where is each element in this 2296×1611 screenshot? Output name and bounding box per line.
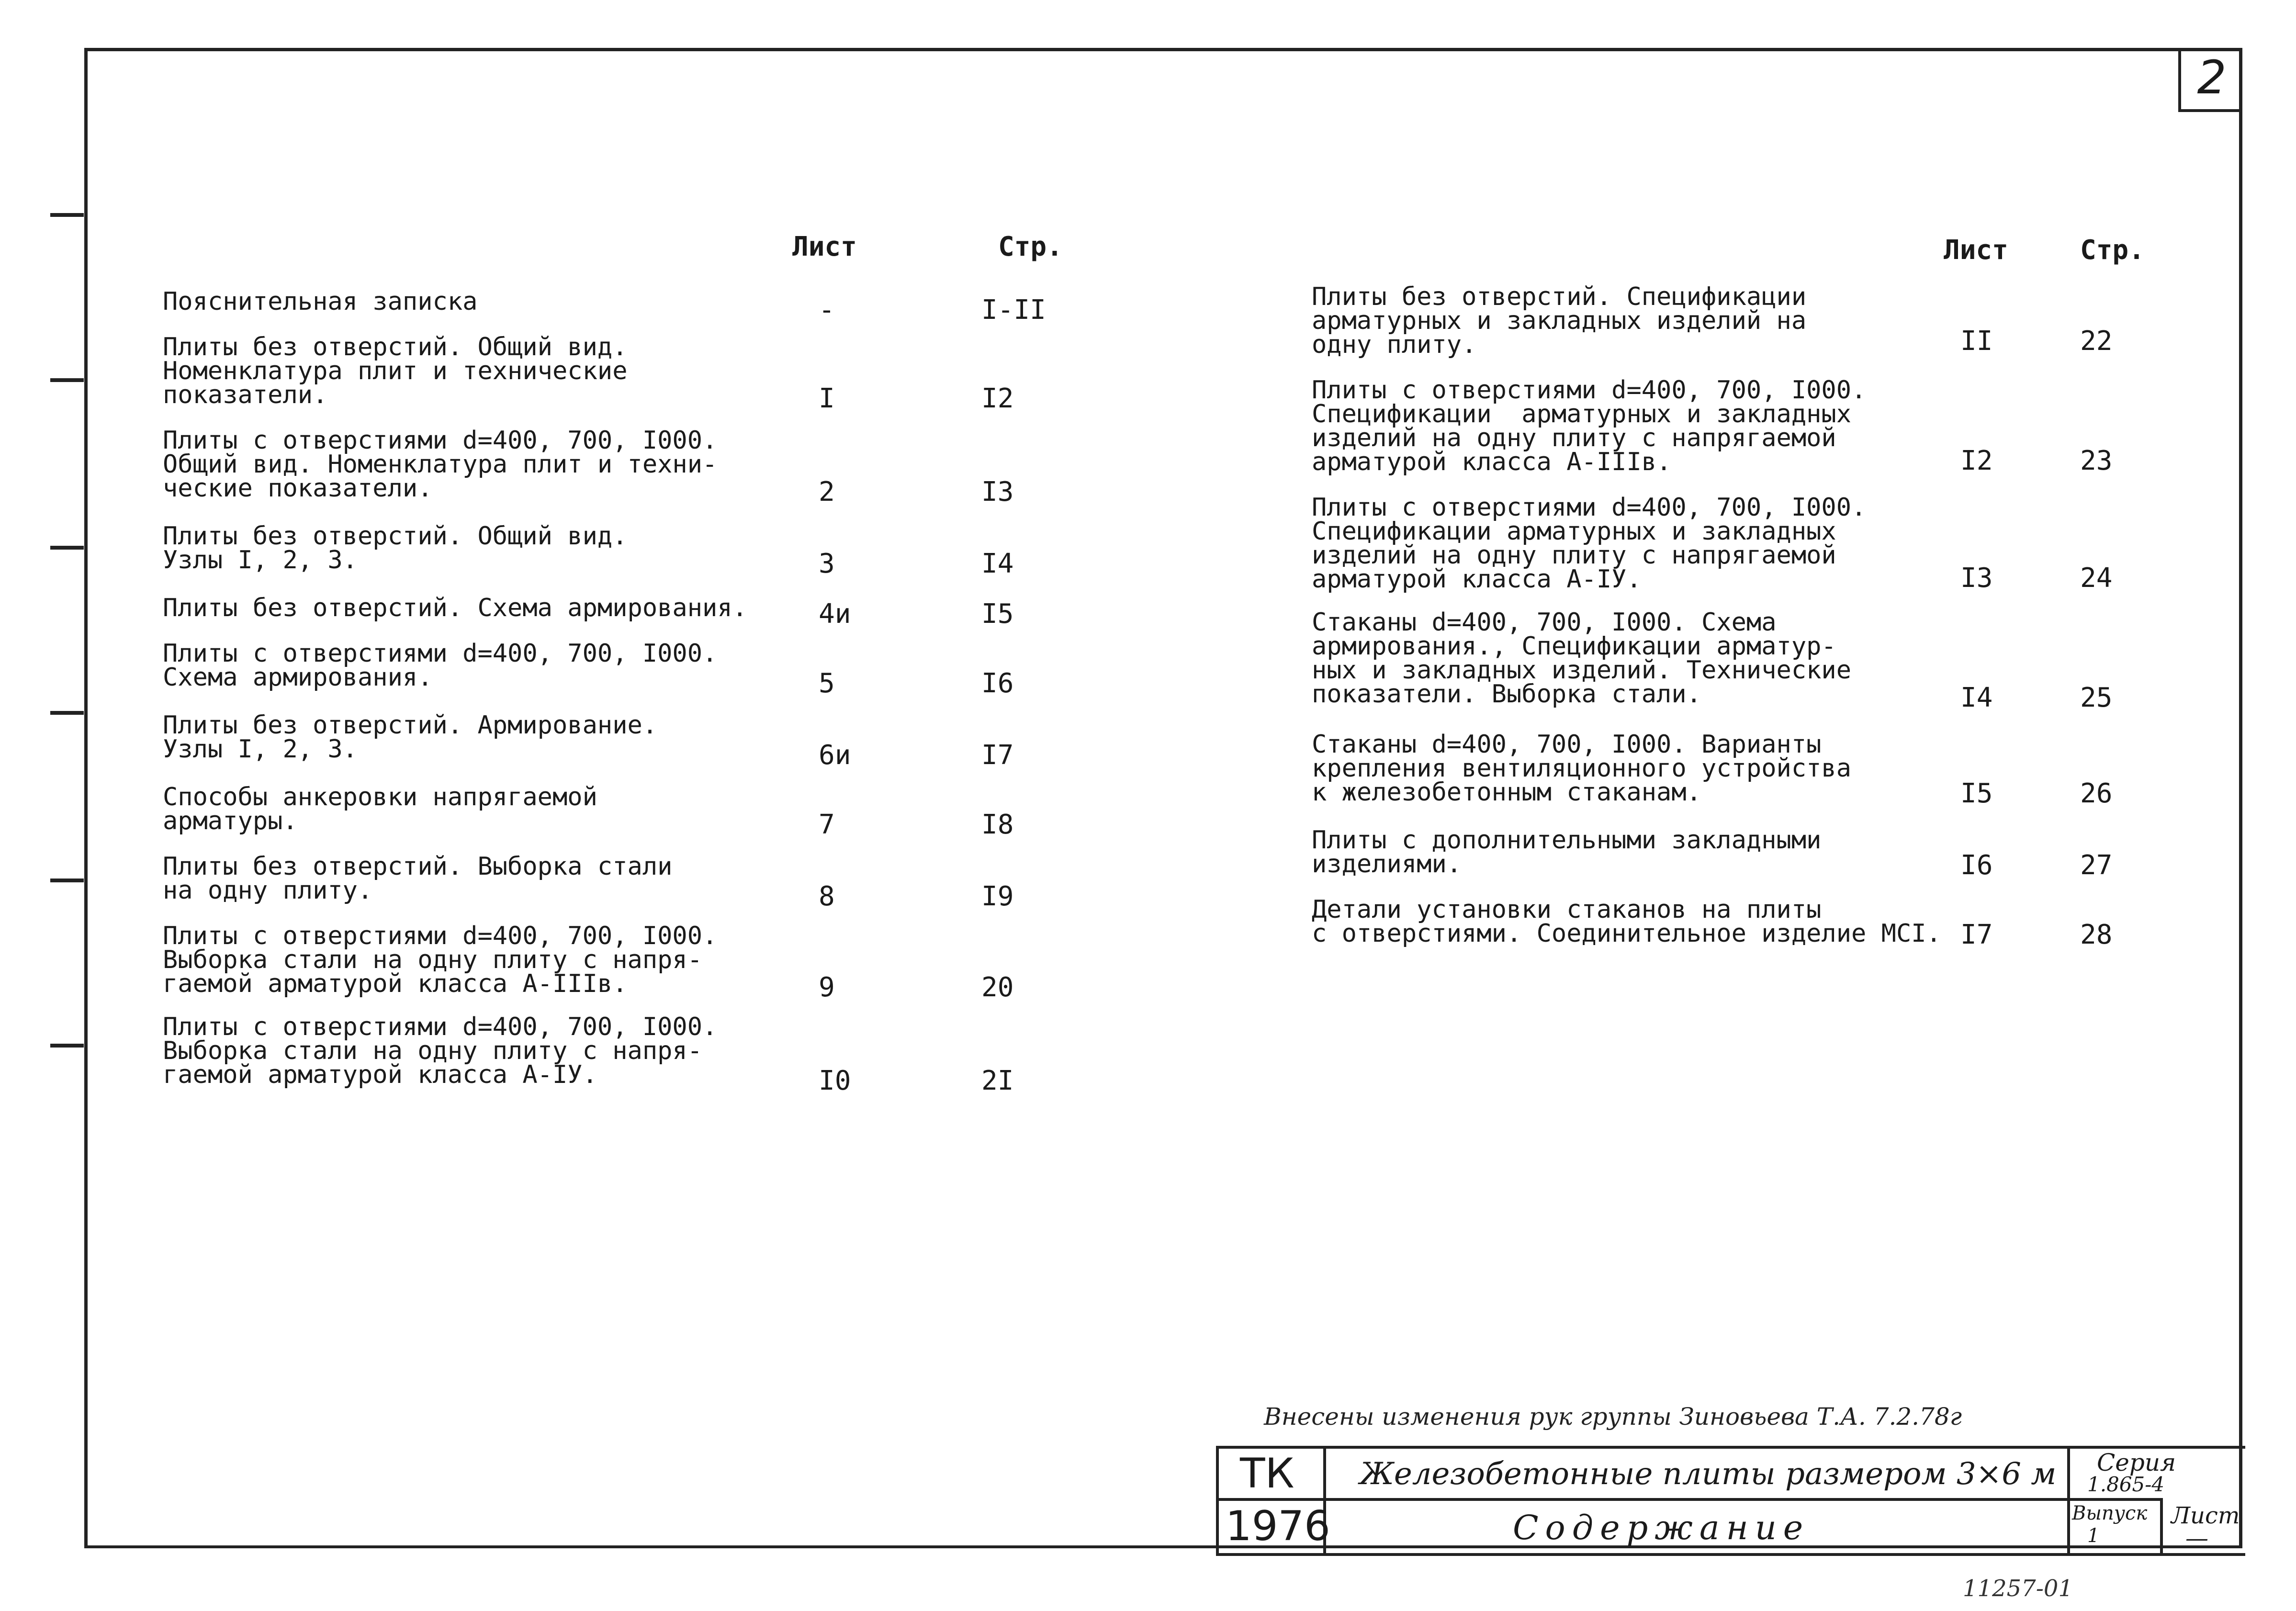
toc-entry-line: показатели. Выборка стали. xyxy=(1312,680,1701,709)
toc-page-number: I9 xyxy=(981,881,1014,912)
stamp-series-value: 1.865-4 xyxy=(2087,1473,2165,1496)
toc-sheet-number: 7 xyxy=(819,809,835,840)
margin-tick xyxy=(50,378,84,382)
toc-sheet-number: I4 xyxy=(1960,682,1993,713)
toc-entry-line: арматуры. xyxy=(163,807,298,835)
toc-entry-line: изделиями. xyxy=(1312,850,1462,879)
toc-entry-line: арматурой класса А-IIIв. xyxy=(1312,448,1672,476)
toc-entry-line: показатели. xyxy=(163,381,328,409)
toc-sheet-number: 9 xyxy=(819,972,835,1003)
toc-entry-line: изделий на одну плиту с напрягаемой xyxy=(1312,424,1836,452)
toc-sheet-number: I2 xyxy=(1960,445,1993,476)
toc-entry-line: гаемой арматурой класса А-IIIв. xyxy=(163,969,628,998)
toc-page-number: 24 xyxy=(2080,563,2113,594)
toc-entry-line: Плиты с отверстиями d=400, 700, I000. xyxy=(1312,376,1867,405)
toc-entry xyxy=(163,426,718,503)
toc-entry-line: арматурных и закладных изделий на xyxy=(1312,306,1807,335)
toc-entry-line: Плиты без отверстий. Общий вид. xyxy=(163,522,628,551)
toc-entry-line: арматурой класса А-IУ. xyxy=(1312,565,1642,594)
toc-entry-line: Плиты с дополнительными закладными xyxy=(1312,826,1822,855)
toc-entry xyxy=(163,852,673,905)
toc-entry xyxy=(1312,895,1941,948)
toc-entry xyxy=(163,522,628,575)
toc-entry-line: Плиты без отверстий. Общий вид. xyxy=(163,333,628,361)
toc-sheet-number: II xyxy=(1960,326,1993,357)
right-page-header: Стр. xyxy=(2080,235,2145,266)
toc-entry-line: ных и закладных изделий. Технические xyxy=(1312,656,1852,685)
toc-entry-line: армирования., Спецификации арматур- xyxy=(1312,632,1836,661)
toc-entry xyxy=(163,287,478,316)
margin-tick xyxy=(50,546,84,550)
margin-tick xyxy=(50,1044,84,1048)
toc-entry-line: Плиты с отверстиями d=400, 700, I000. xyxy=(1312,493,1867,522)
toc-entry xyxy=(163,639,718,692)
toc-page-number: 22 xyxy=(2080,326,2113,357)
toc-entry-line: к железобетонным стаканам. xyxy=(1312,778,1701,807)
toc-page-number: 23 xyxy=(2080,445,2113,476)
toc-entry-line: Узлы I, 2, 3. xyxy=(163,735,358,764)
toc-entry-line: Спецификации арматурных и закладных xyxy=(1312,517,1836,546)
toc-entry-line: Стаканы d=400, 700, I000. Варианты xyxy=(1312,730,1822,759)
toc-entry-line: Детали установки стаканов на плиты xyxy=(1312,895,1822,924)
stamp-issue-label: Выпуск xyxy=(2072,1502,2148,1524)
toc-entry-line: одну плиту. xyxy=(1312,330,1477,359)
toc-entry xyxy=(163,596,747,620)
revision-note: Внесены изменения рук группы Зиновьева Т.А. 7.2.78г xyxy=(1264,1403,1962,1431)
toc-entry xyxy=(1312,730,1852,807)
toc-sheet-number: I7 xyxy=(1960,919,1993,950)
toc-entry-line: Плиты без отверстий. Армирование. xyxy=(163,711,658,740)
title-block xyxy=(1216,1446,2245,1556)
toc-sheet-number: I0 xyxy=(819,1065,851,1096)
toc-entry-line: Плиты без отверстий. Схема армирования. xyxy=(163,594,747,622)
toc-entry-line: на одну плиту. xyxy=(163,876,373,905)
toc-page-number: I2 xyxy=(981,383,1014,414)
toc-sheet-number: 2 xyxy=(819,476,835,507)
toc-entry-line: с отверстиями. Соединительное изделие МСI. xyxy=(1312,919,1941,948)
toc-entry-line: Номенклатура плит и технические xyxy=(163,357,628,385)
toc-entry-line: изделий на одну плиту с напрягаемой xyxy=(1312,541,1836,570)
toc-entry-line: Схема армирования. xyxy=(163,663,433,692)
margin-tick xyxy=(50,213,84,217)
toc-entry-line: Выборка стали на одну плиту с напря- xyxy=(163,946,703,974)
toc-entry-line: Способы анкеровки напрягаемой xyxy=(163,783,597,811)
toc-entry-line: гаемой арматурой класса А-IУ. xyxy=(163,1060,597,1089)
stamp-org: ТК xyxy=(1240,1450,1294,1498)
toc-entry-line: Узлы I, 2, 3. xyxy=(163,546,358,575)
toc-page-number: 20 xyxy=(981,972,1014,1003)
toc-entry xyxy=(1312,282,1807,359)
stamp-sheet-value: — xyxy=(2185,1525,2208,1552)
toc-page-number: I5 xyxy=(981,598,1014,630)
toc-sheet-number: - xyxy=(819,294,835,326)
margin-tick xyxy=(50,879,84,882)
toc-page-number: I8 xyxy=(981,809,1014,840)
toc-page-number: I6 xyxy=(981,668,1014,699)
toc-entry-line: Плиты с отверстиями d=400, 700, I000. xyxy=(163,922,718,950)
toc-entry-line: Плиты без отверстий. Спецификации xyxy=(1312,282,1807,311)
toc-entry-line: Общий вид. Номенклатура плит и техни- xyxy=(163,450,718,479)
toc-sheet-number: 3 xyxy=(819,548,835,579)
stamp-series-label: Серия xyxy=(2097,1449,2176,1476)
stamp-sheet-label: Лист xyxy=(2171,1502,2240,1529)
toc-sheet-number: I6 xyxy=(1960,850,1993,881)
toc-sheet-number: 8 xyxy=(819,881,835,912)
toc-page-number: I-II xyxy=(981,294,1046,326)
toc-entry xyxy=(163,711,658,764)
toc-page-number: 27 xyxy=(2080,850,2113,881)
toc-entry xyxy=(163,335,628,407)
toc-entry xyxy=(163,1015,717,1087)
toc-sheet-number: 6и xyxy=(819,740,851,771)
page-number: 2 xyxy=(2178,48,2242,112)
toc-entry-line: Выборка стали на одну плиту с напря- xyxy=(163,1036,703,1065)
stamp-issue-value: 1 xyxy=(2087,1525,2100,1547)
toc-page-number: I7 xyxy=(981,740,1014,771)
left-page-header: Стр. xyxy=(998,231,1063,262)
toc-entry-line: ческие показатели. xyxy=(163,474,433,503)
toc-page-number: I3 xyxy=(981,476,1014,507)
toc-entry xyxy=(163,785,597,833)
toc-page-number: 2I xyxy=(981,1065,1014,1096)
toc-entry-line: Плиты с отверстиями d=400, 700, I000. xyxy=(163,1013,718,1041)
toc-page-number: 26 xyxy=(2080,778,2113,809)
toc-sheet-number: I xyxy=(819,383,835,414)
toc-page-number: 28 xyxy=(2080,919,2113,950)
toc-sheet-number: I5 xyxy=(1960,778,1993,809)
left-sheet-header: Лист xyxy=(792,231,857,262)
toc-entry xyxy=(1312,378,1866,474)
toc-entry xyxy=(1312,493,1867,594)
toc-entry xyxy=(1312,826,1822,879)
toc-entry-line: Плиты с отверстиями d=400, 700, I000. xyxy=(163,639,718,668)
toc-entry xyxy=(1312,608,1852,709)
toc-entry-line: Спецификации арматурных и закладных xyxy=(1312,400,1852,428)
toc-entry xyxy=(163,924,717,996)
toc-entry-line: крепления вентиляционного устройства xyxy=(1312,754,1852,783)
toc-entry-line: Плиты без отверстий. Выборка стали xyxy=(163,852,673,881)
toc-sheet-number: 4и xyxy=(819,598,851,630)
margin-tick xyxy=(50,711,84,715)
toc-entry-line: Стаканы d=400, 700, I000. Схема xyxy=(1312,608,1777,637)
toc-sheet-number: 5 xyxy=(819,668,835,699)
toc-page-number: 25 xyxy=(2080,682,2113,713)
stamp-year: 1976 xyxy=(1226,1502,1330,1550)
toc-sheet-number: I3 xyxy=(1960,563,1993,594)
toc-entry-line: Пояснительная записка xyxy=(163,287,478,316)
toc-entry-line: Плиты с отверстиями d=400, 700, I000. xyxy=(163,426,718,455)
bottom-code: 11257-01 xyxy=(1963,1575,2073,1602)
toc-page-number: I4 xyxy=(981,548,1014,579)
stamp-subtitle: Содержание xyxy=(1513,1508,1810,1547)
right-sheet-header: Лист xyxy=(1944,235,2008,266)
stamp-title: Железобетонные плиты размером 3×6 м xyxy=(1360,1456,2057,1492)
